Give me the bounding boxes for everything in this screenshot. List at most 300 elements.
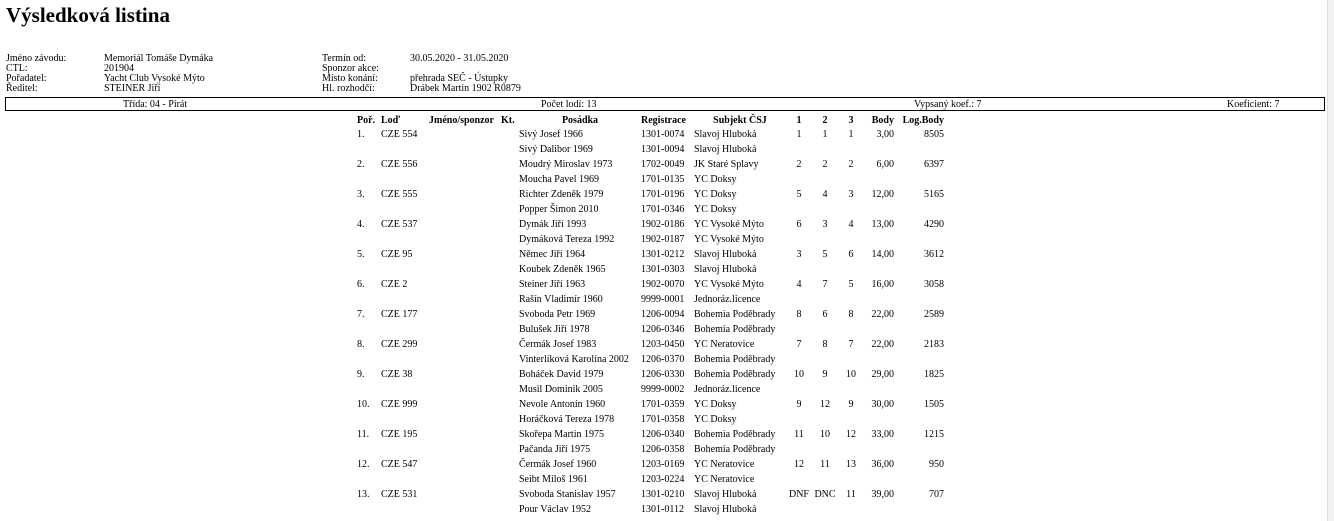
result-row [354, 487, 944, 502]
kt-cell [501, 277, 519, 292]
club-cell: Bohemia Poděbrady [694, 369, 776, 380]
registration-cell: 1203-0169 [641, 459, 685, 470]
race-3-cell: 4 [848, 219, 854, 230]
race-2-cell: 10 [820, 429, 830, 440]
result-row-crew [354, 142, 944, 157]
race-info-left [6, 54, 306, 98]
club-cell: YC Neratovice [694, 459, 755, 470]
race-3-cell [838, 502, 864, 517]
header-registration: Registrace [641, 115, 686, 126]
crew-member-cell: Dymáková Tereza 1992 [519, 234, 615, 245]
result-row-crew [354, 232, 944, 247]
result-row [354, 157, 944, 172]
results-body [354, 127, 944, 517]
boat-cell: CZE 38 [381, 369, 413, 380]
registration-cell: 1902-0186 [641, 219, 685, 230]
kt-cell [501, 412, 519, 427]
sponsor-cell [429, 397, 501, 412]
race-1-cell [786, 142, 812, 157]
registration-cell: 1701-0358 [641, 414, 685, 425]
club-cell: YC Doksy [694, 174, 737, 185]
crew-member-cell: Sivý Josef 1966 [519, 129, 583, 140]
kt-cell [501, 427, 519, 442]
sponsor-cell [429, 262, 501, 277]
points-cell: 36,00 [871, 459, 894, 470]
log-points-cell [894, 352, 944, 367]
club-cell: Slavoj Hluboká [694, 129, 757, 140]
sponsor-cell [429, 232, 501, 247]
sponsor-cell [429, 202, 501, 217]
race-info-right [322, 54, 622, 98]
results-table [354, 115, 944, 517]
info-label-organizer: Pořadatel: [6, 73, 47, 84]
result-row [354, 397, 944, 412]
log-points-cell [894, 142, 944, 157]
race-1-cell [786, 412, 812, 427]
result-row [354, 277, 944, 292]
race-1-cell: 4 [796, 279, 802, 290]
race-3-cell: 5 [848, 279, 854, 290]
registration-cell: 1301-0094 [641, 144, 685, 155]
club-cell: Slavoj Hluboká [694, 504, 757, 515]
registration-cell: 1301-0074 [641, 129, 685, 140]
crew-member-cell: Pour Václav 1952 [519, 504, 592, 515]
class-name: Třída: 04 - Pirát [123, 99, 188, 110]
race-2-cell: 2 [822, 159, 828, 170]
kt-cell [501, 232, 519, 247]
race-3-cell: 1 [848, 129, 854, 140]
log-points-cell [894, 232, 944, 247]
kt-cell [501, 397, 519, 412]
crew-member-cell: Dymák Jiří 1993 [519, 219, 587, 230]
position-cell [354, 352, 381, 367]
registration-cell: 1902-0070 [641, 279, 685, 290]
result-row [354, 247, 944, 262]
sponsor-cell [429, 487, 501, 502]
points-cell [864, 142, 894, 157]
club-cell: Jednoráz.licence [694, 384, 761, 395]
club-cell: YC Doksy [694, 189, 737, 200]
race-2-cell: 12 [820, 399, 830, 410]
registration-cell: 1702-0049 [641, 159, 685, 170]
info-value-race-name: Memoriál Tomáše Dymáka [104, 53, 214, 64]
log-points-cell: 707 [929, 489, 944, 500]
registration-cell: 1701-0196 [641, 189, 685, 200]
race-3-cell [838, 232, 864, 247]
log-points-cell [894, 322, 944, 337]
kt-cell [501, 472, 519, 487]
log-points-cell: 2183 [924, 339, 944, 350]
kt-cell [501, 307, 519, 322]
log-points-cell: 1505 [924, 399, 944, 410]
registration-cell: 1206-0346 [641, 324, 685, 335]
race-2-cell [812, 322, 838, 337]
boat-cell [381, 442, 429, 457]
registration-cell: 1301-0303 [641, 264, 685, 275]
position-cell [354, 472, 381, 487]
kt-cell [501, 352, 519, 367]
race-2-cell: 7 [822, 279, 828, 290]
sponsor-cell [429, 187, 501, 202]
points-cell: 16,00 [871, 279, 894, 290]
club-cell: Bohemia Poděbrady [694, 324, 776, 335]
info-label-venue: Místo konání: [322, 73, 378, 84]
race-3-cell: 8 [848, 309, 854, 320]
race-1-cell: DNF [788, 489, 809, 500]
race-2-cell: 1 [822, 129, 828, 140]
log-points-cell: 950 [929, 459, 944, 470]
result-row [354, 427, 944, 442]
result-row-crew [354, 292, 944, 307]
header-race-2: 2 [822, 115, 828, 126]
club-cell: YC Vysoké Mýto [694, 234, 764, 245]
sponsor-cell [429, 502, 501, 517]
race-2-cell: 5 [822, 249, 828, 260]
sponsor-cell [429, 217, 501, 232]
kt-cell [501, 217, 519, 232]
info-label-sponsor: Sponzor akce: [322, 63, 379, 74]
registration-cell: 1206-0358 [641, 444, 685, 455]
race-2-cell [812, 232, 838, 247]
kt-cell [501, 322, 519, 337]
points-cell: 30,00 [871, 399, 894, 410]
info-label-director: Ředitel: [6, 83, 38, 94]
race-3-cell [838, 412, 864, 427]
race-1-cell [786, 202, 812, 217]
crew-member-cell: Moudrý Miroslav 1973 [519, 159, 613, 170]
boat-cell: CZE 999 [381, 399, 418, 410]
info-value-venue: přehrada SEČ - Ústupky [410, 73, 509, 84]
club-cell: Jednoráz.licence [694, 294, 761, 305]
results-header-row [354, 115, 944, 127]
boat-cell: CZE 554 [381, 129, 418, 140]
result-row [354, 307, 944, 322]
info-value-ctl: 201904 [104, 63, 134, 74]
header-boat: Loď [381, 115, 401, 126]
log-points-cell [894, 382, 944, 397]
registration-cell: 1701-0359 [641, 399, 685, 410]
position-cell [354, 442, 381, 457]
points-cell: 39,00 [871, 489, 894, 500]
page-title: Výsledková listina [6, 3, 170, 27]
boat-cell [381, 382, 429, 397]
info-label-ctl: CTL: [6, 63, 28, 74]
position-cell: 12. [357, 459, 370, 470]
boat-cell [381, 262, 429, 277]
result-row-crew [354, 262, 944, 277]
boat-cell [381, 412, 429, 427]
header-position: Poř. [357, 115, 376, 126]
registration-cell: 1701-0135 [641, 174, 685, 185]
race-2-cell [812, 202, 838, 217]
race-2-cell: 4 [822, 189, 828, 200]
header-name-sponsor: Jméno/sponzor [429, 115, 494, 126]
boat-cell [381, 352, 429, 367]
position-cell: 2. [357, 159, 365, 170]
result-row-crew [354, 442, 944, 457]
race-3-cell: 10 [846, 369, 856, 380]
race-1-cell: 6 [796, 219, 802, 230]
race-1-cell: 11 [794, 429, 804, 440]
position-cell [354, 232, 381, 247]
position-cell [354, 262, 381, 277]
club-cell: YC Doksy [694, 204, 737, 215]
race-2-cell: DNC [814, 489, 836, 500]
header-club: Subjekt ČSJ [713, 115, 767, 126]
club-cell: Slavoj Hluboká [694, 264, 757, 275]
sponsor-cell [429, 247, 501, 262]
boat-cell [381, 502, 429, 517]
crew-member-cell: Popper Šimon 2010 [519, 204, 599, 215]
boat-cell [381, 292, 429, 307]
registration-cell: 1206-0340 [641, 429, 685, 440]
kt-cell [501, 367, 519, 382]
crew-member-cell: Pačanda Jiří 1975 [519, 444, 591, 455]
boat-cell: CZE 537 [381, 219, 418, 230]
race-2-cell [812, 502, 838, 517]
boat-cell: CZE 195 [381, 429, 418, 440]
result-row [354, 217, 944, 232]
club-cell: Bohemia Poděbrady [694, 444, 776, 455]
race-1-cell: 8 [796, 309, 802, 320]
listed-coefficient: Vypsaný koef.: 7 [914, 99, 982, 110]
sponsor-cell [429, 367, 501, 382]
registration-cell: 9999-0002 [641, 384, 685, 395]
club-cell: JK Staré Splavy [694, 159, 759, 170]
coefficient: Koeficient: 7 [1227, 99, 1280, 110]
header-points: Body [871, 115, 894, 126]
kt-cell [501, 337, 519, 352]
boat-cell: CZE 95 [381, 249, 413, 260]
points-cell [864, 382, 894, 397]
kt-cell [501, 127, 519, 142]
kt-cell [501, 442, 519, 457]
result-row [354, 367, 944, 382]
points-cell [864, 502, 894, 517]
race-3-cell [838, 382, 864, 397]
points-cell [864, 352, 894, 367]
kt-cell [501, 292, 519, 307]
club-cell: Slavoj Hluboká [694, 489, 757, 500]
crew-member-cell: Horáčková Tereza 1978 [519, 414, 615, 425]
race-2-cell [812, 382, 838, 397]
kt-cell [501, 262, 519, 277]
log-points-cell: 1825 [924, 369, 944, 380]
race-2-cell [812, 442, 838, 457]
info-label-chief-judge: Hl. rozhodčí: [322, 83, 375, 94]
race-3-cell [838, 202, 864, 217]
race-3-cell [838, 442, 864, 457]
header-race-3: 3 [848, 115, 854, 126]
position-cell [354, 412, 381, 427]
crew-member-cell: Čermák Josef 1960 [519, 459, 597, 470]
result-row-crew [354, 502, 944, 517]
race-1-cell: 10 [794, 369, 804, 380]
race-1-cell [786, 262, 812, 277]
result-row-crew [354, 202, 944, 217]
points-cell [864, 202, 894, 217]
club-cell: YC Doksy [694, 399, 737, 410]
race-3-cell: 2 [848, 159, 854, 170]
position-cell [354, 142, 381, 157]
race-2-cell: 8 [822, 339, 828, 350]
info-value-date: 30.05.2020 - 31.05.2020 [410, 53, 509, 64]
position-cell [354, 502, 381, 517]
kt-cell [501, 487, 519, 502]
result-row [354, 457, 944, 472]
club-cell: YC Neratovice [694, 339, 755, 350]
boat-cell [381, 142, 429, 157]
race-2-cell [812, 262, 838, 277]
race-1-cell [786, 472, 812, 487]
sponsor-cell [429, 472, 501, 487]
kt-cell [501, 202, 519, 217]
sponsor-cell [429, 337, 501, 352]
info-label-date: Termín od: [322, 53, 367, 64]
crew-member-cell: Nevole Antonín 1960 [519, 399, 606, 410]
position-cell: 4. [357, 219, 365, 230]
log-points-cell [894, 412, 944, 427]
race-1-cell: 3 [796, 249, 802, 260]
position-cell [354, 202, 381, 217]
log-points-cell [894, 202, 944, 217]
club-cell: YC Neratovice [694, 474, 755, 485]
race-2-cell: 11 [820, 459, 830, 470]
race-3-cell: 12 [846, 429, 856, 440]
points-cell [864, 172, 894, 187]
race-3-cell: 7 [848, 339, 854, 350]
kt-cell [501, 187, 519, 202]
result-row-crew [354, 322, 944, 337]
race-1-cell: 12 [794, 459, 804, 470]
log-points-cell [894, 472, 944, 487]
log-points-cell: 1215 [924, 429, 944, 440]
crew-member-cell: Bulušek Jiří 1978 [519, 324, 590, 335]
boat-cell: CZE 547 [381, 459, 418, 470]
race-1-cell [786, 172, 812, 187]
log-points-cell [894, 502, 944, 517]
result-row [354, 337, 944, 352]
club-cell: YC Doksy [694, 414, 737, 425]
registration-cell: 1203-0224 [641, 474, 685, 485]
race-1-cell [786, 322, 812, 337]
position-cell: 1. [357, 129, 365, 140]
club-cell: YC Vysoké Mýto [694, 219, 764, 230]
crew-member-cell: Svoboda Stanislav 1957 [519, 489, 616, 500]
sponsor-cell [429, 382, 501, 397]
race-2-cell: 9 [822, 369, 828, 380]
kt-cell [501, 457, 519, 472]
result-row [354, 127, 944, 142]
result-row-crew [354, 352, 944, 367]
race-1-cell: 7 [796, 339, 802, 350]
boat-cell [381, 472, 429, 487]
race-3-cell [838, 472, 864, 487]
race-3-cell [838, 292, 864, 307]
log-points-cell [894, 172, 944, 187]
race-3-cell: 3 [848, 189, 854, 200]
registration-cell: 1301-0112 [641, 504, 684, 515]
race-3-cell [838, 262, 864, 277]
race-1-cell: 5 [796, 189, 802, 200]
kt-cell [501, 382, 519, 397]
registration-cell: 1301-0210 [641, 489, 685, 500]
boat-cell [381, 202, 429, 217]
crew-member-cell: Němec Jiří 1964 [519, 249, 586, 260]
header-race-1: 1 [796, 115, 802, 126]
race-1-cell [786, 382, 812, 397]
position-cell [354, 292, 381, 307]
race-2-cell: 3 [822, 219, 828, 230]
boat-cell: CZE 556 [381, 159, 418, 170]
points-cell: 33,00 [871, 429, 894, 440]
position-cell [354, 382, 381, 397]
position-cell: 7. [357, 309, 365, 320]
result-row-crew [354, 412, 944, 427]
registration-cell: 9999-0001 [641, 294, 685, 305]
race-3-cell [838, 352, 864, 367]
header-crew: Posádka [561, 115, 599, 126]
sponsor-cell [429, 442, 501, 457]
registration-cell: 1301-0212 [641, 249, 685, 260]
class-info-bar [5, 97, 1325, 111]
points-cell [864, 232, 894, 247]
log-points-cell: 2589 [924, 309, 944, 320]
race-3-cell: 9 [848, 399, 854, 410]
crew-member-cell: Musil Dominik 2005 [519, 384, 603, 395]
points-cell [864, 292, 894, 307]
race-3-cell: 13 [846, 459, 856, 470]
race-1-cell [786, 352, 812, 367]
race-2-cell: 6 [822, 309, 828, 320]
page-scrollbar[interactable] [1327, 0, 1334, 521]
crew-member-cell: Seibt Miloš 1961 [519, 474, 588, 485]
kt-cell [501, 157, 519, 172]
log-points-cell [894, 292, 944, 307]
log-points-cell [894, 262, 944, 277]
log-points-cell: 3058 [924, 279, 944, 290]
club-cell: Bohemia Poděbrady [694, 354, 776, 365]
crew-member-cell: Skořepa Martin 1975 [519, 429, 604, 440]
sponsor-cell [429, 352, 501, 367]
registration-cell: 1206-0094 [641, 309, 685, 320]
race-2-cell [812, 172, 838, 187]
crew-member-cell: Svoboda Petr 1969 [519, 309, 596, 320]
club-cell: Bohemia Poděbrady [694, 309, 776, 320]
race-3-cell: 11 [846, 489, 856, 500]
crew-member-cell: Čermák Josef 1983 [519, 339, 597, 350]
log-points-cell: 6397 [924, 159, 944, 170]
race-3-cell: 6 [848, 249, 854, 260]
race-2-cell [812, 472, 838, 487]
points-cell [864, 322, 894, 337]
sponsor-cell [429, 157, 501, 172]
registration-cell: 1206-0370 [641, 354, 685, 365]
sponsor-cell [429, 127, 501, 142]
position-cell: 9. [357, 369, 365, 380]
race-1-cell: 9 [796, 399, 802, 410]
club-cell: Bohemia Poděbrady [694, 429, 776, 440]
points-cell [864, 472, 894, 487]
crew-member-cell: Richter Zdeněk 1979 [519, 189, 604, 200]
race-2-cell [812, 352, 838, 367]
boat-cell [381, 322, 429, 337]
race-2-cell [812, 412, 838, 427]
sponsor-cell [429, 457, 501, 472]
club-cell: YC Vysoké Mýto [694, 279, 764, 290]
header-log-points: Log.Body [902, 115, 944, 126]
position-cell: 3. [357, 189, 365, 200]
